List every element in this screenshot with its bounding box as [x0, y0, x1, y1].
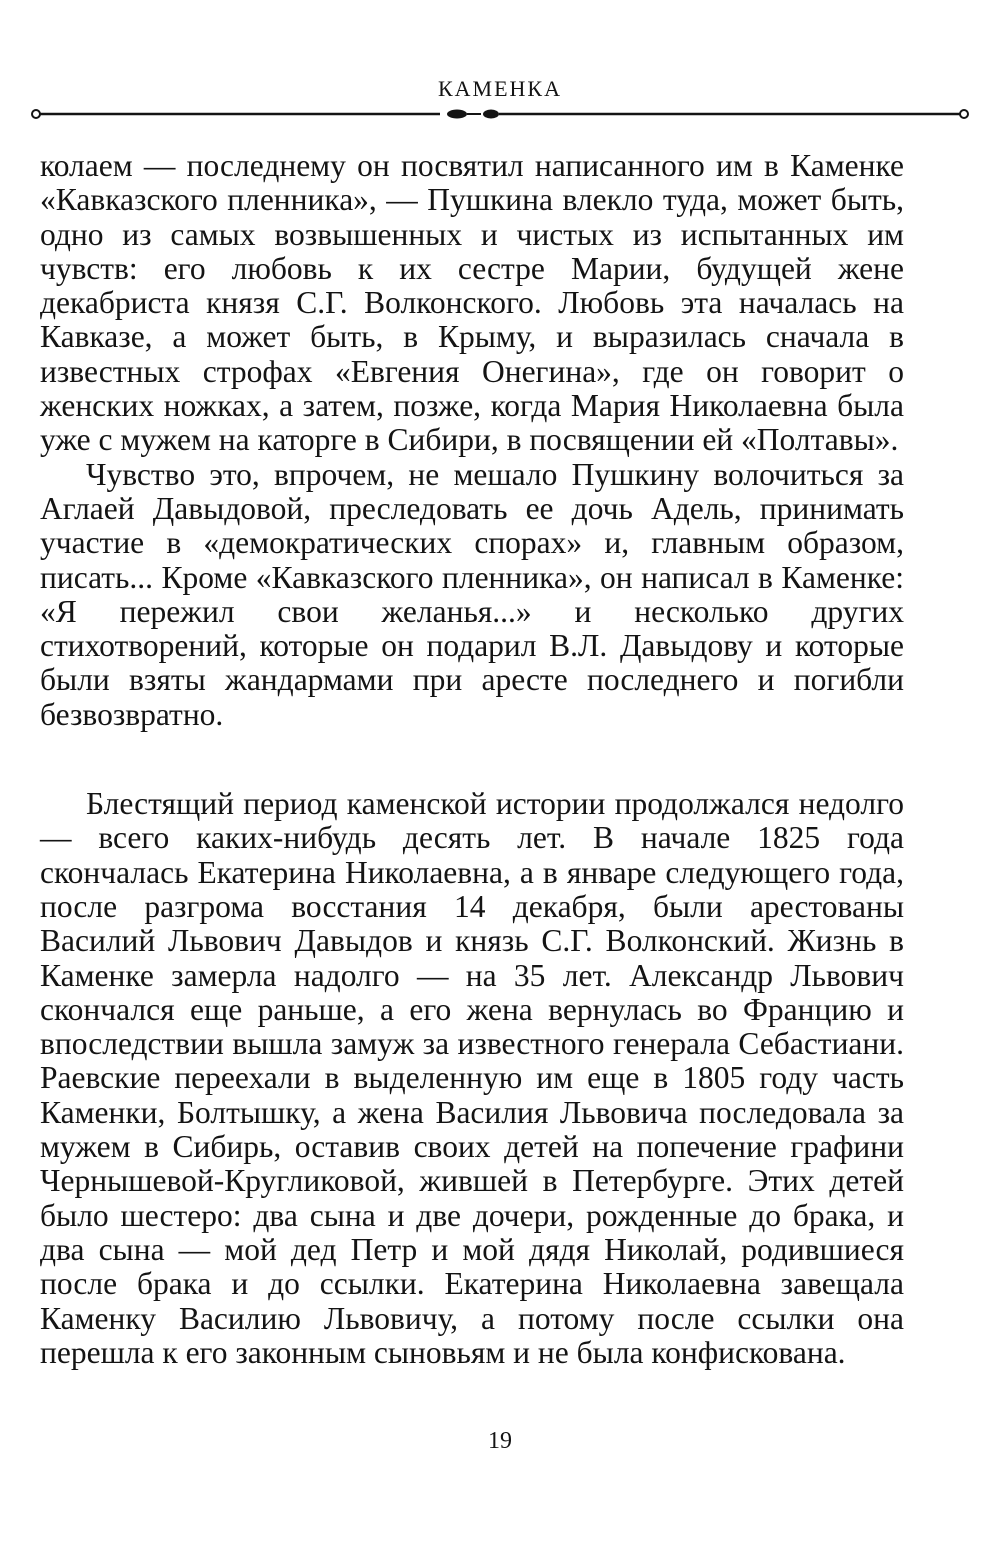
body-text [40, 149, 904, 1370]
paragraph: Блестящий период каменской истории продолжался недолго — всего каких-нибудь десять лет. В начале 1825 года скончалась Екатерина Николаевна, а в январе следующего года, после разгрома восстания 14 декабря, были арестованы Василий Львович Давыдов и князь С.Г. Волконский. Жизнь в Каменке замерла надолго — на 35 лет. Александр Львович скончался еще раньше, а его жена вернулась во Францию и впоследствии вышла замуж за известного генерала Себастиани. Раевские переехали в выделенную им еще в 1805 году часть Каменки, Болтышку, а жена Василия Львовича последовала за мужем в Сибирь, оставив своих детей на попечение графини Чернышевой-Кругликовой, жившей в Петербурге. Этих детей было шестеро: два сына и две дочери, рожденные до брака, и два сына — мой дед Петр и мой дядя Николай, родившиеся после брака и до ссылки. Екатерина Николаевна завещала Каменку Василию Львовичу, а потому после ссылки она перешла к его законным сыновьям и не была конфискована. [40, 786, 904, 1370]
paragraph: Чувство это, впрочем, не мешало Пушкину волочиться за Аглаей Давыдовой, преследовать ее дочь Адель, принимать участие в «демократических спорах» и, главным образом, писать... Кроме «Кавказского пленника», он написал в Каменке: «Я пережил свои желанья...» и несколько других стихотворений, которые он подарил В.Л. Давыдову и которые были взяты жандармами при аресте последнего и погибли безвозвратно. [40, 456, 904, 732]
running-head-title: КАМЕНКА [437, 76, 562, 101]
paragraph: колаем — последнему он посвятил написанного им в Каменке «Кавказского пленника», — Пушкина влекло туда, может быть, одно из самых возвышенных и чистых из испытанных им чувств: его любовь к их сестре Марии, будущей жене декабриста князя С.Г. Волконского. Любовь эта началась на Кавказе, а может быть, в Крыму, и выразилась сначала в известных строфах «Евгения Онегина», где он говорит о женских ножках, а затем, позже, когда Мария Николаевна была уже с мужем на каторге в Сибири, в посвящении ей «Полтавы». [40, 148, 904, 458]
page-number: 19 [488, 1428, 512, 1454]
ornamental-rule [30, 102, 970, 126]
